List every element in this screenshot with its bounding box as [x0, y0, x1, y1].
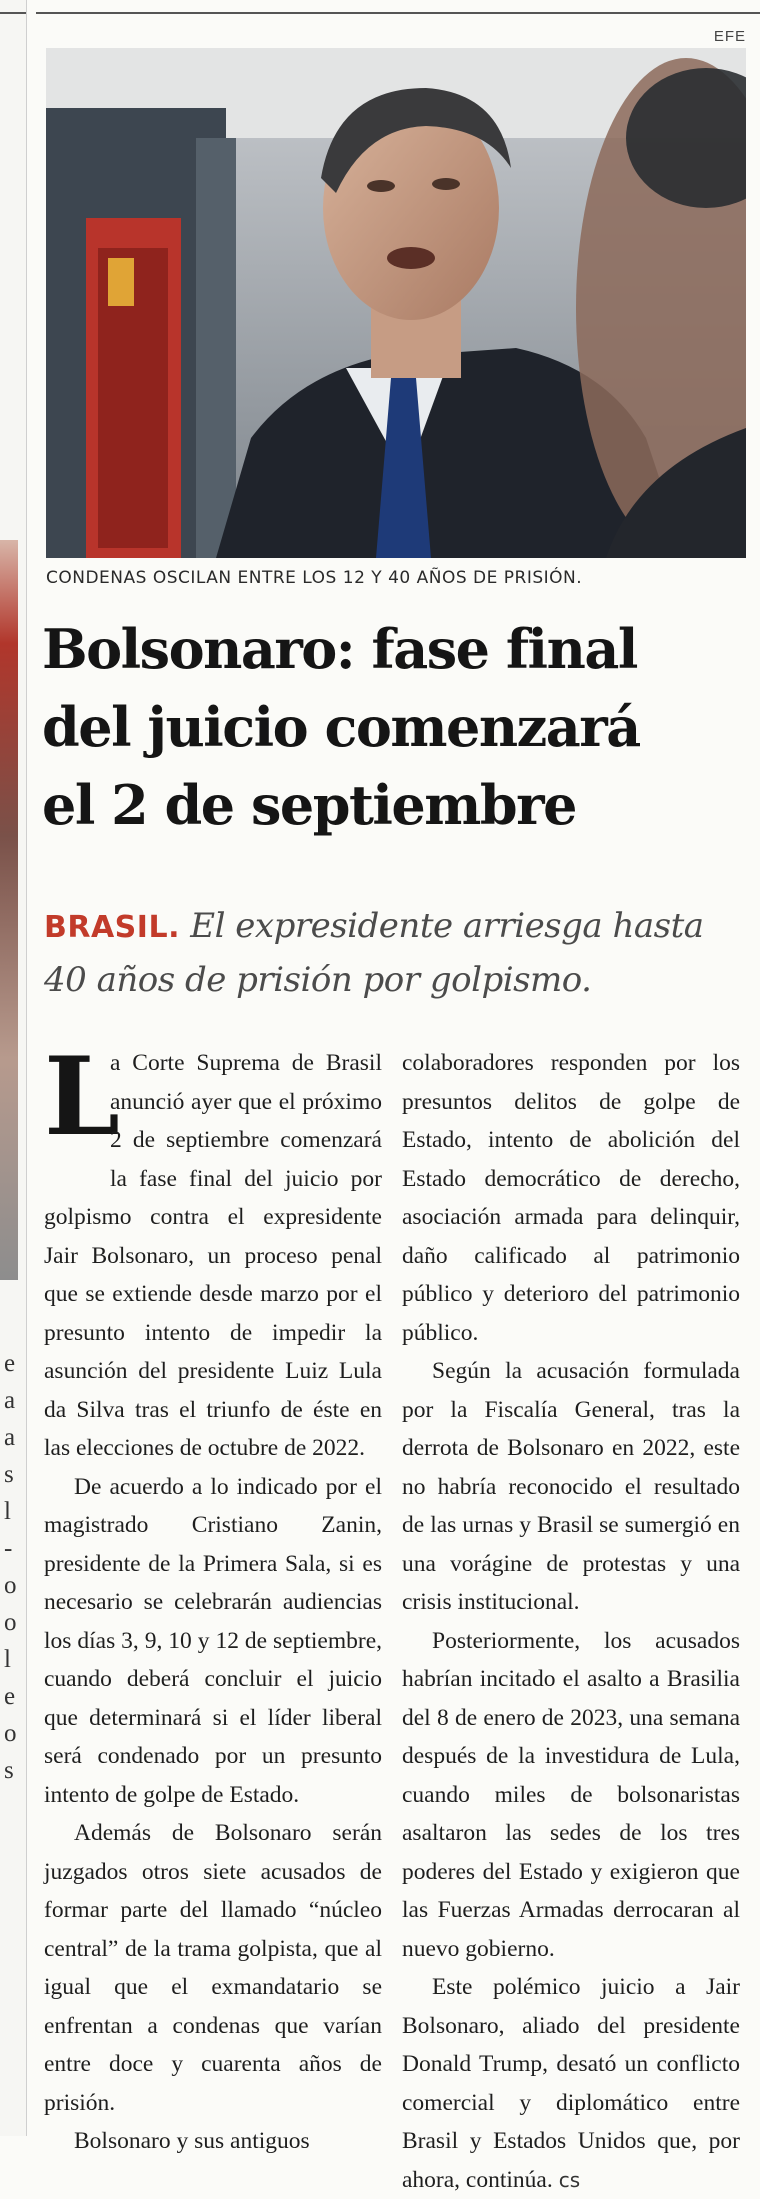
- deck-text: El expresidente arriesga hasta 40 años de prisión por golpismo.: [44, 906, 704, 1000]
- adjacent-article-strip: [0, 0, 27, 2136]
- headline-line: del juicio comenzará: [42, 695, 640, 759]
- news-photo: [46, 48, 746, 558]
- paragraph: Posteriormente, los acusados habrían incitado el asalto a Brasilia del 8 de enero de 2023, una semana después de la investidura de Lula, cuando miles de bolsonaristas asaltaron las sedes de los tres poderes del Estado y exigieron que las Fuerzas Armadas derrocaran al nuevo gobierno.: [402, 1627, 740, 1962]
- paragraph: Según la acusación formulada por la Fiscalía General, tras la derrota de Bolsonaro en 2022, este no habría reconocido el resultado de las urnas y Brasil se sumergió en una vorágine de protestas y una crisis institucional.: [402, 1358, 740, 1615]
- adjacent-fragment: -: [4, 1535, 13, 1562]
- paragraph: colaboradores responden por los presuntos delitos de golpe de Estado, intento de abolición del Estado democrático de derecho, asociación armada para delinquir, daño calificado al patrimonio público y deterioro del patrimonio público.: [402, 1050, 740, 1346]
- drop-cap: L: [44, 1034, 120, 1160]
- paragraph: [402, 1968, 740, 2199]
- adjacent-fragment: o: [4, 1572, 17, 1599]
- subheadline: [44, 900, 754, 1006]
- adjacent-fragment: l: [4, 1646, 11, 1673]
- adjacent-fragment: e: [4, 1350, 16, 1377]
- paragraph: De acuerdo a lo indicado por el magistrado Cristiano Zanin, presidente de la Primera Sala, si es necesario se celebrarán audiencias los días 3, 9, 10 y 12 de septiembre, cuando deberá concluir el juicio que determinará si el líder liberal será condenado por un presunto intento de golpe de Estado.: [44, 1473, 382, 1808]
- end-mark-icon: cs: [558, 2167, 581, 2192]
- adjacent-text-fragments: [4, 1345, 22, 1789]
- article-column-2: [402, 1044, 740, 2199]
- article-column-1: [44, 1034, 382, 2161]
- photo-caption: CONDENAS OSCILAN ENTRE LOS 12 Y 40 AÑOS DE PRISIÓN.: [46, 568, 583, 588]
- adjacent-fragment: o: [4, 1609, 17, 1636]
- headline-line: Bolsonaro: fase final: [42, 617, 637, 681]
- adjacent-fragment: e: [4, 1683, 16, 1710]
- news-photo-illustration: [46, 48, 746, 558]
- paragraph-text: Este polémico juicio a Jair Bolsonaro, aliado del presidente Donald Trump, desató un conflicto comercial y diplomático entre Brasil y Estados Unidos que, por ahora, continúa.: [402, 1974, 740, 2193]
- adjacent-top-rule: [0, 12, 26, 14]
- adjacent-photo-edge: [0, 540, 18, 1280]
- adjacent-fragment: s: [4, 1757, 14, 1784]
- adjacent-fragment: o: [4, 1720, 17, 1747]
- photo-credit: EFE: [713, 28, 746, 45]
- headline-line: el 2 de septiembre: [42, 773, 576, 837]
- section-kicker: BRASIL.: [44, 910, 180, 945]
- paragraph: [44, 1034, 382, 1468]
- paragraph-text: a Corte Suprema de Brasil anunció ayer que el próximo 2 de septiembre comenzará la fase final del juicio por golpismo contra el expresidente Jair Bolsonaro, un proceso penal que se extiende desde marzo por el presunto intento de impedir la asunción del presidente Luiz Lula da Silva tras el triunfo de éste en las elecciones de octubre de 2022.: [44, 1050, 382, 1461]
- adjacent-fragment: l: [4, 1498, 11, 1525]
- adjacent-fragment: a: [4, 1387, 16, 1414]
- paragraph: Bolsonaro y sus antiguos: [74, 2128, 310, 2154]
- top-rule: [36, 12, 760, 14]
- paragraph: Además de Bolsonaro serán juzgados otros siete acusados de formar parte del llamado “núcleo central” de la trama golpista, que al igual que el exmandatario se enfrentan a condenas que varían entre doce y cuarenta años de prisión.: [44, 1820, 382, 2116]
- headline: [42, 610, 760, 844]
- adjacent-fragment: s: [4, 1461, 14, 1488]
- adjacent-fragment: a: [4, 1424, 16, 1451]
